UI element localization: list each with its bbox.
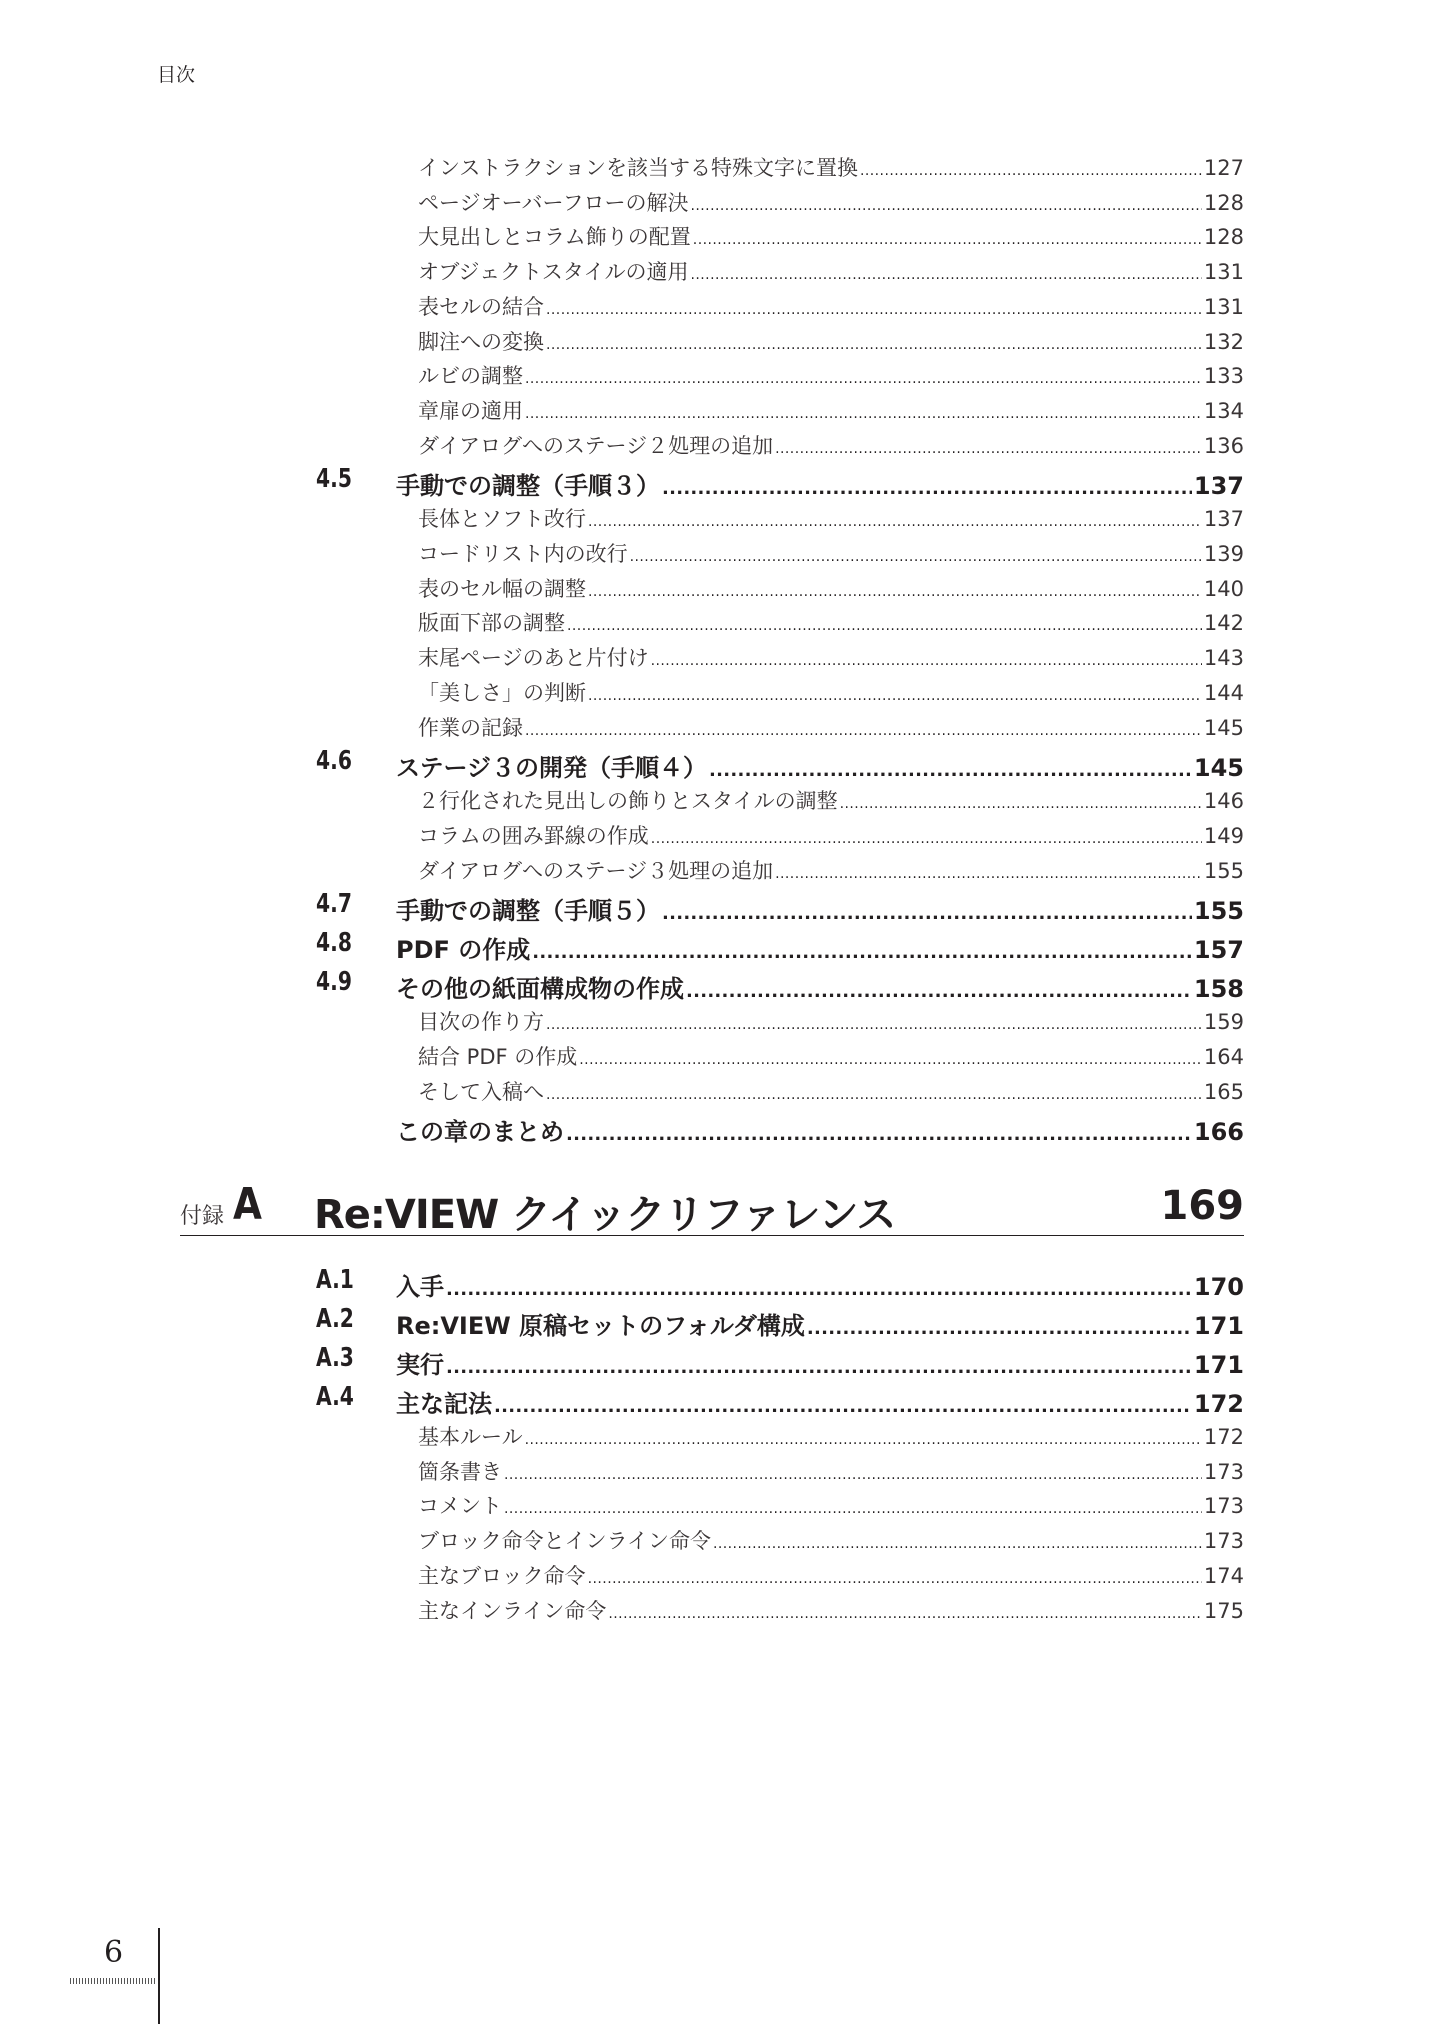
toc-entry-page: 173: [1203, 1459, 1244, 1484]
toc-entry-title: PDF の作成: [396, 936, 531, 965]
toc-subsection-row: [418, 1421, 1244, 1455]
toc-entry-page: 166: [1193, 1118, 1244, 1147]
appendix-prefix: 付録: [180, 1204, 225, 1229]
toc-subsection-row: [418, 820, 1244, 854]
toc-entry-title: 主なブロック命令: [418, 1563, 586, 1588]
toc-entry-title: 大見出しとコラム飾りの配置: [418, 225, 691, 250]
toc-section-row: [396, 1384, 1244, 1422]
toc-entry-page: 172: [1193, 1390, 1244, 1418]
toc-entry-page: 173: [1203, 1529, 1244, 1554]
toc-entry-title: 長体とソフト改行: [418, 507, 586, 532]
toc-dot-leader: [807, 1312, 1192, 1340]
toc-section-number: 4.8: [316, 928, 352, 959]
toc-dot-leader: [504, 1494, 1202, 1518]
toc-entry-page: 164: [1203, 1045, 1244, 1069]
toc-entry-title: 表セルの結合: [418, 294, 544, 319]
toc-entry-page: 137: [1203, 507, 1244, 532]
toc-entry-title: 手動での調整（手順５）: [396, 897, 660, 926]
toc-subsection-row: [418, 221, 1244, 255]
toc-subsection-row: [418, 503, 1244, 537]
toc-dot-leader: [588, 681, 1202, 705]
toc-dot-leader: [775, 434, 1202, 458]
toc-entry-page: 143: [1203, 646, 1244, 671]
toc-dot-leader: [588, 1564, 1202, 1588]
toc-entry-title: ダイアログへのステージ２処理の追加: [418, 433, 774, 458]
toc-dot-leader: [579, 1045, 1202, 1069]
toc-entry-page: 174: [1203, 1563, 1244, 1588]
toc-section-number: 4.6: [316, 746, 352, 777]
toc-dot-leader: [588, 507, 1202, 531]
appendix-page-number: 169: [1160, 1183, 1244, 1229]
toc-section-row: [396, 748, 1244, 786]
toc-dot-leader: [566, 1118, 1192, 1146]
toc-dot-leader: [504, 1460, 1202, 1484]
toc-dot-leader: [588, 577, 1202, 601]
toc-subsection-row: [418, 677, 1244, 711]
toc-entry-page: 142: [1203, 611, 1244, 636]
toc-dot-leader: [662, 897, 1192, 925]
toc-entry-title: 結合 PDF の作成: [418, 1045, 578, 1069]
toc-subsection-row: [418, 1006, 1244, 1040]
toc-dot-leader: [446, 1273, 1192, 1301]
toc-entry-page: 171: [1193, 1312, 1244, 1340]
toc-section-number: 4.9: [316, 967, 352, 998]
toc-entry-title: ページオーバーフローの解決: [418, 190, 689, 215]
toc-subsection-row: [418, 642, 1244, 676]
toc-entry-page: 149: [1203, 823, 1244, 848]
toc-dot-leader: [651, 824, 1202, 848]
toc-entry-page: 140: [1203, 576, 1244, 601]
toc-subsection-row: [418, 607, 1244, 641]
page-number: 6: [104, 1935, 124, 1970]
toc-dot-leader: [709, 754, 1192, 782]
toc-entry-page: 172: [1203, 1425, 1244, 1449]
toc-dot-leader: [494, 1390, 1192, 1418]
toc-section-number: 4.5: [316, 464, 352, 495]
toc-dot-leader: [693, 225, 1202, 249]
toc-subsection-row: [418, 187, 1244, 221]
toc-entry-title: Re:VIEW 原稿セットのフォルダ構成: [396, 1312, 805, 1340]
toc-dot-leader: [840, 789, 1202, 813]
toc-subsection-row: [418, 712, 1244, 746]
toc-subsection-row: [418, 1456, 1244, 1490]
toc-section-number: A.4: [316, 1382, 354, 1412]
toc-entry-title: 入手: [396, 1273, 444, 1301]
toc-entry-page: 127: [1203, 156, 1244, 180]
toc-entry-title: ルビの調整: [418, 364, 523, 389]
toc-section-number: A.3: [316, 1343, 354, 1373]
toc-entry-title: 主な記法: [396, 1390, 492, 1418]
toc-entry-page: 159: [1203, 1010, 1244, 1035]
toc-subsection-row: [418, 1490, 1244, 1524]
toc-dot-leader: [546, 1010, 1202, 1034]
toc-entry-page: 146: [1203, 789, 1244, 814]
toc-entry-title: 作業の記録: [418, 715, 523, 740]
toc-subsection-row: [418, 430, 1244, 464]
toc-section-row: [396, 1112, 1244, 1150]
toc-entry-title: 実行: [396, 1351, 444, 1379]
toc-subsection-row: [418, 855, 1244, 889]
toc-dot-leader: [567, 611, 1202, 635]
toc-dot-leader: [775, 859, 1202, 883]
toc-subsection-row: [418, 1076, 1244, 1110]
toc-entry-page: 165: [1203, 1079, 1244, 1104]
toc-entry-title: 箇条書き: [418, 1459, 502, 1484]
toc-section-row: [396, 930, 1244, 968]
toc-entry-title: 版面下部の調整: [418, 611, 565, 636]
toc-dot-leader: [651, 646, 1202, 670]
toc-entry-page: 171: [1193, 1351, 1244, 1379]
toc-subsection-row: [418, 395, 1244, 429]
toc-entry-title: 基本ルール: [418, 1425, 523, 1449]
toc-entry-title: ２行化された見出しの飾りとスタイルの調整: [418, 789, 838, 814]
appendix-heading: [180, 1179, 1244, 1238]
toc-entry-title: 脚注への変換: [418, 329, 544, 354]
toc-subsection-row: [418, 1560, 1244, 1594]
toc-entry-page: 134: [1203, 398, 1244, 423]
toc-dot-leader: [713, 1529, 1202, 1553]
toc-subsection-row: [418, 573, 1244, 607]
toc-subsection-row: [418, 152, 1244, 186]
toc-entry-title: この章のまとめ: [396, 1118, 564, 1147]
toc-section-row: [396, 1306, 1244, 1344]
toc-entry-page: 175: [1203, 1598, 1244, 1623]
toc-entry-page: 155: [1193, 897, 1244, 926]
toc-dot-leader: [690, 191, 1201, 215]
toc-entry-title: 末尾ページのあと片付け: [418, 646, 649, 671]
toc-section-row: [396, 1267, 1244, 1305]
toc-dot-leader: [446, 1351, 1192, 1379]
toc-section-number: A.1: [316, 1265, 354, 1295]
toc-entry-title: コラムの囲み罫線の作成: [418, 823, 649, 848]
toc-subsection-row: [418, 291, 1244, 325]
toc-entry-page: 158: [1193, 975, 1244, 1004]
toc-entry-page: 128: [1203, 190, 1244, 215]
toc-subsection-row: [418, 1595, 1244, 1629]
appendix-title: Re:VIEW クイックリファレンス: [314, 1192, 896, 1238]
toc-entry-page: 145: [1203, 715, 1244, 740]
toc-subsection-row: [418, 1041, 1244, 1075]
toc-section-number: A.2: [316, 1304, 354, 1334]
toc-entry-title: 主なインライン命令: [418, 1598, 607, 1623]
toc-entry-title: オブジェクトスタイルの適用: [418, 260, 689, 285]
toc-entry-title: 目次の作り方: [418, 1010, 544, 1035]
toc-dot-leader: [546, 295, 1202, 319]
toc-subsection-row: [418, 1525, 1244, 1559]
toc-section-row: [396, 1345, 1244, 1383]
toc-entry-page: 144: [1203, 680, 1244, 705]
toc-section-row: [396, 969, 1244, 1007]
toc-dot-leader: [546, 1080, 1202, 1104]
toc-entry-page: 132: [1203, 329, 1244, 354]
toc-dot-leader: [690, 260, 1201, 284]
toc-entry-page: 157: [1193, 936, 1244, 965]
footer-rule: [158, 1928, 160, 2024]
toc-dot-leader: [686, 975, 1192, 1003]
toc-entry-title: その他の紙面構成物の作成: [396, 975, 684, 1004]
toc-dot-leader: [532, 936, 1192, 964]
toc-dot-leader: [608, 1599, 1202, 1623]
toc-entry-title: コメント: [418, 1494, 502, 1519]
toc-dot-leader: [525, 716, 1202, 740]
toc-entry-title: ダイアログへのステージ３処理の追加: [418, 858, 774, 883]
toc-entry-title: そして入稿へ: [418, 1079, 544, 1104]
toc-dot-leader: [662, 472, 1192, 500]
toc-dot-leader: [546, 330, 1202, 354]
toc-dot-leader: [860, 156, 1202, 180]
toc-entry-title: コードリスト内の改行: [418, 542, 628, 566]
running-head: 目次: [157, 64, 196, 86]
toc-subsection-row: [418, 785, 1244, 819]
toc-entry-page: 155: [1203, 858, 1244, 883]
toc-entry-page: 133: [1203, 364, 1244, 389]
toc-dot-leader: [525, 1425, 1202, 1449]
toc-subsection-row: [418, 326, 1244, 360]
toc-subsection-row: [418, 538, 1244, 572]
toc-dot-leader: [525, 399, 1202, 423]
toc-entry-page: 136: [1203, 433, 1244, 458]
toc-entry-title: ブロック命令とインライン命令: [418, 1529, 711, 1554]
toc-entry-page: 128: [1203, 225, 1244, 250]
toc-entry-title: 章扉の適用: [418, 398, 523, 423]
toc-entry-page: 137: [1193, 472, 1244, 501]
toc-dot-leader: [525, 364, 1202, 388]
toc-entry-title: 表のセル幅の調整: [418, 576, 586, 601]
toc-entry-page: 139: [1203, 542, 1244, 566]
toc-dot-leader: [630, 542, 1202, 566]
appendix-letter: A: [233, 1179, 262, 1230]
footer-hatch-decoration: [70, 1978, 156, 1984]
toc-section-number: 4.7: [316, 889, 352, 920]
toc-entry-page: 173: [1203, 1494, 1244, 1519]
toc-entry-page: 131: [1203, 294, 1244, 319]
toc-subsection-row: [418, 360, 1244, 394]
toc-entry-title: ステージ３の開発（手順４）: [396, 754, 708, 783]
toc-section-row: [396, 891, 1244, 929]
toc-entry-title: 「美しさ」の判断: [418, 680, 586, 705]
toc-entry-page: 131: [1203, 260, 1244, 285]
toc-entry-page: 170: [1193, 1273, 1244, 1301]
toc-entry-title: 手動での調整（手順３）: [396, 472, 660, 501]
toc-entry-page: 145: [1193, 754, 1244, 783]
toc-entry-title: インストラクションを該当する特殊文字に置換: [418, 156, 858, 180]
toc-section-row: [396, 466, 1244, 504]
toc-subsection-row: [418, 256, 1244, 290]
